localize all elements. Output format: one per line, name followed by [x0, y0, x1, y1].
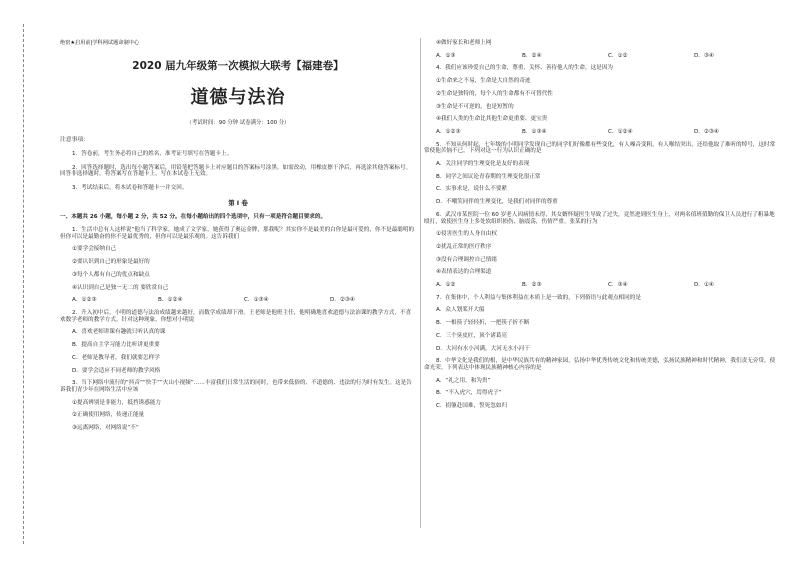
- option: ④表情表达的合理渠道: [436, 269, 492, 276]
- volume-title: 第 I 卷: [228, 198, 248, 207]
- option: A．喜欢老师讲课有趣就只听认真的课: [72, 329, 166, 336]
- option: ③生命是不可逆的，也是短暂的: [436, 103, 514, 110]
- question-2: 2．升入初中后，小明的道德与法治成绩越来越好，而数学成绩却下滑。王老师是他班主任，他明确地喜欢道德与法治课的教学方式，不喜欢数学老师的教学方式。针对这种现象，你想对小明说: [60, 309, 412, 323]
- option: B．提高自主学习能力比听讲更重要: [72, 342, 160, 349]
- option: C．捐躯赴国难，誓死忽如归: [436, 403, 508, 410]
- option: ①要学会接纳自己: [72, 246, 117, 253]
- exam-info: （考试时间：90 分钟 试卷满分：100 分）: [186, 120, 290, 127]
- notice-item: 1．答卷前，考生务必将自己的姓名、准考证号填写在答题卡上。: [72, 150, 233, 157]
- choice: B．②③: [522, 282, 542, 289]
- choice: C．①②④: [608, 128, 633, 135]
- option: ②生命是独特的，每个人的生命都有不可替代性: [436, 90, 553, 97]
- option: B．“不入虎穴，焉得虎子”: [436, 390, 502, 397]
- option: ①提高辨别是非能力，抵挡诱惑能力: [72, 399, 161, 406]
- answer-choices: [60, 297, 416, 304]
- subject-title: 道德与法治: [190, 86, 286, 108]
- option: D．不嘲笑同伴的生理变化，是我们对同伴的尊重: [436, 199, 558, 206]
- choice: C．①③④: [244, 297, 269, 304]
- option: A．“礼之用，和为贵”: [436, 377, 491, 384]
- option: D．大河有水小河满，大河无水小河干: [436, 345, 530, 352]
- choice: A．①②③: [436, 128, 461, 135]
- answer-choices: [424, 282, 780, 289]
- exam-title: 2020 届九年级第一次模拟大联考【福建卷】: [132, 60, 344, 73]
- choice: D．③④: [694, 52, 714, 59]
- option: ②扰乱正常的医疗秩序: [436, 243, 492, 250]
- choice: A．①②: [436, 282, 456, 289]
- option: ③远离网络，对网络说“不”: [72, 425, 139, 432]
- notice-item: 3．考试结束后，将本试卷和答题卡一并交回。: [72, 184, 188, 191]
- answer-choices: [424, 53, 780, 60]
- option: ②要认识到自己的形象是最好的: [72, 259, 150, 266]
- option: D．要学会适应不同老师的教学风格: [72, 367, 161, 374]
- option: ①生命来之不易，生命是大自然的奇迹: [436, 78, 531, 85]
- option: A．众人划桨开大船: [436, 307, 485, 314]
- option: ④我们人类的生命比其他生命更重要、更宝贵: [436, 116, 548, 123]
- notice-item: 2．回答选择题时，选出每小题答案后，用铅笔把答题卡上对应题目的答案标号涂黑。如需改动，用橡皮擦干净后，再选涂其他答案标号。回答非选择题时，将答案写在答题卡上，写在本试卷上无效。: [60, 164, 412, 178]
- question-3: 3．当下网络中流行的“抖音”“快手”“火山小视频”……丰富我们日常生活的同时，也带来低俗的、不道德的、违法的行为时有发生。这是告诉我们青少年在网络生活中应该: [60, 380, 412, 393]
- choice: B．①②④: [158, 297, 183, 304]
- option: A．关注同学的生理变化是友好的表现: [436, 161, 530, 168]
- question-6: 6．武汉市某医院一位 60 岁老人因病情未得，其女婿怀疑医生导致了过失，竟然进到医生身上，对两名值班值勤的保卫人员进行了粗暴地殴打，致使医生身上多处软组织损伤、脑震荡，伤情严重。张某的行为: [424, 211, 775, 225]
- option: ②正确使用网络，传递正能量: [72, 412, 145, 419]
- question-1: 1．生活中总有人这样说“他当了科学家，她成了文学家，她获得了奥运金牌，那我呢？其实你不是最美的白你是最可爱的，你不是最聪明的但你可以是最勤奋的你不是最优秀的，但你可以是最乐观的。这告诉我们: [60, 227, 415, 240]
- left-column: [60, 40, 416, 432]
- choice: C．①②: [608, 52, 628, 59]
- option: C．老师是教导者，我们就要怎样学: [72, 354, 160, 361]
- choice: A．①③: [436, 52, 456, 59]
- option: C．三个臭皮匠，顶个诸葛亮: [436, 332, 508, 339]
- option: ④认识到自己是独一无二的 要欣赏自己: [72, 284, 169, 291]
- choice: B．②④: [522, 52, 542, 59]
- section-instruction: 一、本题共 26 小题，每小题 2 分，共 52 分。在每小题给出的四个选项中，只有一项是符合题目要求的。: [60, 214, 327, 221]
- choice: B．①③④: [522, 128, 547, 135]
- choice: D．②③④: [330, 297, 355, 304]
- option: ③每个人都有自己的优点和缺点: [72, 271, 150, 278]
- question-7: 7．在集体中，个人利益与集体利益在本质上是一致的，下列俗语与此观点相同的是: [436, 294, 641, 301]
- choice: A．①②③: [72, 297, 97, 304]
- option: B．一根筷子轻轻折，一把筷子折不断: [436, 320, 530, 327]
- question-5: 5．不知从何时起，七年级的小明同学发现自己的同学们好像都有些变化，有人嗓音变粗，有人喉结突出，还给他取了难听的绰号，这时常常使他苦恼不已。下列对这一行为认识正确的是: [424, 141, 776, 155]
- secret-mark: 绝密★启用前|学科网试题命制中心: [60, 40, 140, 46]
- choice: D．①④: [694, 282, 714, 289]
- option: B．同学之间议论青春期的生理变化很正常: [436, 173, 541, 180]
- choice: C．③④: [608, 282, 628, 289]
- option: ③没有合理调控自己情绪: [436, 256, 497, 263]
- option: ④做好家长和老师上网: [436, 40, 492, 46]
- choice: D．②③④: [694, 128, 719, 135]
- binding-margin: [16, 24, 30, 544]
- notice-heading: 注意事项：: [60, 136, 89, 143]
- question-4: 4．我们应该珍爱自己的生命，尊重、关怀、善待他人的生命，这是因为: [436, 65, 613, 72]
- answer-choices: [424, 129, 780, 136]
- option: ①侵害医生的人身自由权: [436, 231, 497, 238]
- column-divider: [420, 38, 421, 528]
- question-8: 8．中华文化是我们的根，是中华民族共有的精神家园，弘扬中华优秀传统文化和传统美德，弘扬民族精神和时代精神，我们责无旁贷，使命光荣。下列表达中体现民族精神核心内容的是: [424, 358, 776, 371]
- binding-dashed-line: [23, 24, 24, 544]
- option: C．实事求是，说什么不要紧: [436, 186, 508, 193]
- right-column: [424, 40, 780, 410]
